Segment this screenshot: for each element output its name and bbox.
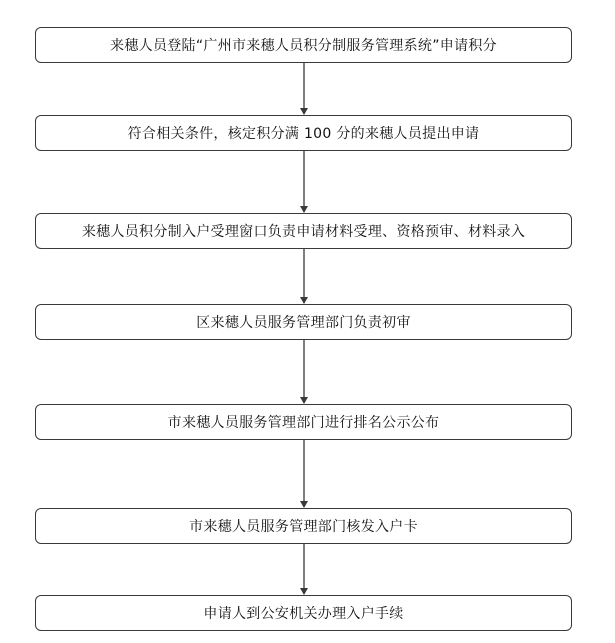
step-3-window-acceptance <box>35 213 572 249</box>
step-6-text: 市来穗人员服务管理部门核发入户卡 <box>189 519 418 535</box>
step-1-apply-points <box>35 27 572 63</box>
step-7-household-registration <box>35 595 572 631</box>
step-4-text: 区来穗人员服务管理部门负责初审 <box>196 315 411 331</box>
step-6-issue-card <box>35 508 572 544</box>
step-5-ranking-publication <box>35 404 572 440</box>
step-2-text: 符合相关条件，核定积分满 100 分的来穗人员提出申请 <box>127 126 480 142</box>
step-5-text: 市来穗人员服务管理部门进行排名公示公布 <box>167 415 440 431</box>
step-2-submit-application <box>35 115 572 151</box>
step-1-text: 来穗人员登陆“广州市来穗人员积分制服务管理系统”申请积分 <box>110 38 497 54</box>
step-3-text: 来穗人员积分制入户受理窗口负责申请材料受理、资格预审、材料录入 <box>81 224 526 240</box>
step-4-district-review <box>35 304 572 340</box>
step-7-text: 申请人到公安机关办理入户手续 <box>203 606 404 622</box>
